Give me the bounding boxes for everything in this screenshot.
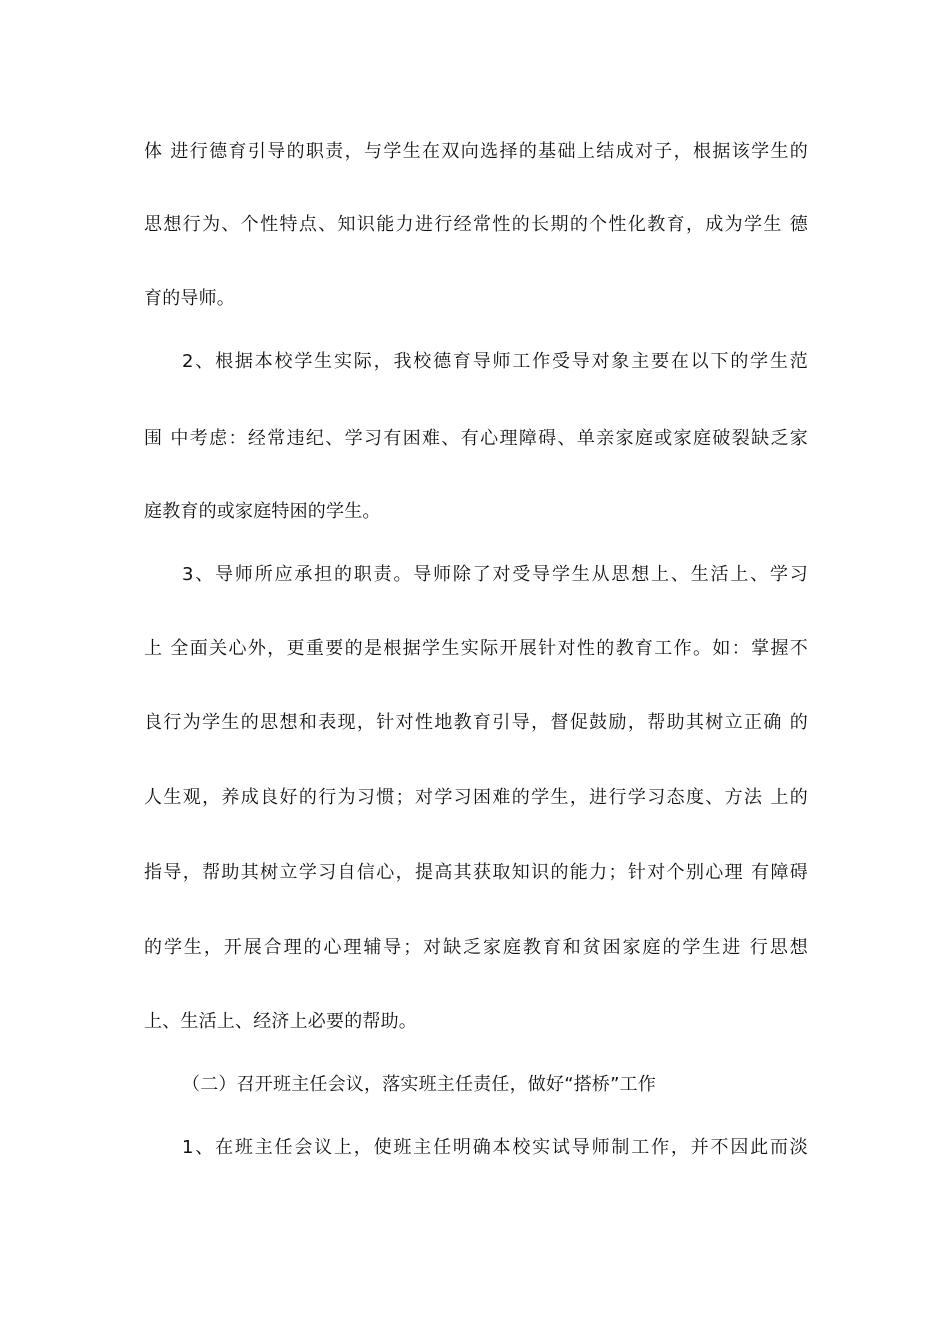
text-line-6: 庭教育的或家庭特困的学生。 — [144, 501, 381, 522]
text-line-9: 良行为学生的思想和表现，针对性地教育引导，督促鼓励，帮助其树立正确 的 — [144, 712, 808, 733]
text-line-1: 体 进行德育引导的职责，与学生在双向选择的基础上结成对子，根据该学生的 — [144, 141, 808, 162]
text-line-2: 思想行为、个性特点、知识能力进行经常性的长期的个性化教育，成为学生 德 — [144, 214, 808, 235]
text-line-3: 育的导师。 — [144, 288, 235, 309]
text-line-5: 围 中考虑：经常违纪、学习有困难、有心理障碍、单亲家庭或家庭破裂缺乏家 — [144, 428, 808, 449]
text-line-8: 上 全面关心外，更重要的是根据学生实际开展针对性的教育工作。如：掌握不 — [144, 638, 808, 659]
text-line-7: 3、导师所应承担的职责。导师除了对受导学生从思想上、生活上、学习 — [182, 564, 808, 585]
text-line-4: 2、根据本校学生实际，我校德育导师工作受导对象主要在以下的学生范 — [182, 351, 808, 372]
section-heading: （二）召开班主任会议，落实班主任责任，做好“搭桥”工作 — [182, 1074, 657, 1095]
text-line-10: 人生观，养成良好的行为习惯；对学习困难的学生，进行学习态度、方法 上的 — [144, 787, 808, 808]
text-line-15: 1、在班主任会议上，使班主任明确本校实试导师制工作，并不因此而淡 — [182, 1137, 808, 1158]
text-line-13: 上、生活上、经济上必要的帮助。 — [144, 1011, 417, 1032]
text-line-11: 指导，帮助其树立学习自信心，提高其获取知识的能力；针对个别心理 有障碍 — [144, 862, 808, 883]
text-line-12: 的学生，开展合理的心理辅导；对缺乏家庭教育和贫困家庭的学生进 行思想 — [144, 937, 808, 958]
